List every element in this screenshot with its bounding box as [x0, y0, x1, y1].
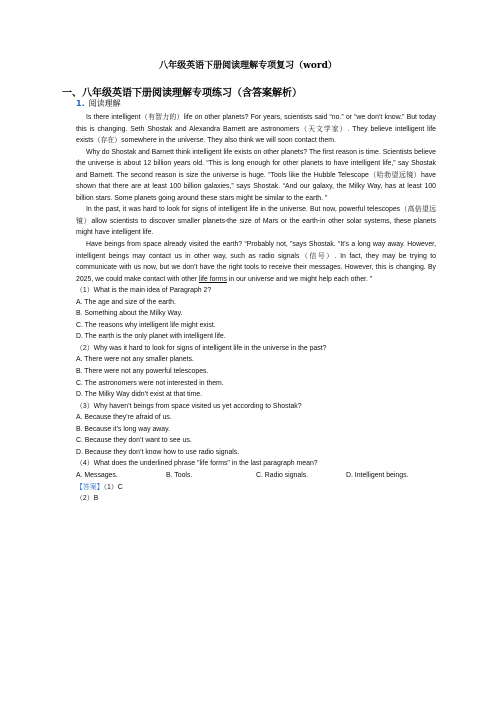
question-option: A. The age and size of the earth.	[76, 298, 176, 306]
answer-line: （2）B	[76, 495, 99, 503]
question-option: C. The astronomers were not interested in them.	[76, 379, 224, 387]
paragraph-last-after: in our universe and we might help each other. ”	[226, 275, 373, 283]
paragraph: Is there intelligent（有智力的）life on other planets? For years, scientists said “no.” or “we don’t know.” But today this is changing. Seth Shostak and Alexandra Barnett are astronomers（天文学家）. They believe intelligent life exists（存在）somewhere in the universe. They also think we will soon contact them.	[76, 114, 436, 145]
question-option: A. There were not any smaller planets.	[76, 356, 194, 364]
question-option: C. The reasons why intelligent life might exist.	[76, 321, 216, 329]
question-option: B. There were not any powerful telescopes.	[76, 368, 209, 376]
paragraph: In the past, it was hard to look for signs of intelligent life in the universe. But now, powerful telescopes（高倍望远镜）allow scientists to discover smaller planets-the size of Mars or the earth-in other solar systems, these planets might have intelligent life.	[76, 206, 436, 237]
question-stem: （3）Why haven’t beings from space visited us yet according to Shostak?	[76, 402, 302, 410]
sub-heading-number: 1.	[76, 99, 85, 108]
paragraph-last	[76, 239, 436, 285]
reading-body	[76, 112, 436, 505]
paragraph: Why do Shostak and Barnett think intelligent life exists on other planets? The first reason is time. Scientists believe the universe is about 12 billion years old. “This is long enough for other planets to have intelligent life,” say Shostak and Barnett. The second reason is size the universe is huge. “Tools like the Hubble Telescope（哈勃望远镜）have shown that there are at least 100 billion galaxies,” says Shostak. “And our galaxy, the Milky Way, has at least 100 billion stars. Some planets going around these stars might be similar to the earth. ”	[76, 148, 436, 202]
question-option: A. Messages.	[76, 471, 118, 479]
underlined-phrase: life forms	[198, 275, 227, 283]
sub-heading	[76, 98, 121, 109]
question-option: C. Radio signals.	[256, 471, 309, 479]
question-stem: （2）Why was it hard to look for signs of intelligent life in the universe in the past?	[76, 344, 327, 352]
section-heading: 一、八年级英语下册阅读理解专项练习（含答案解析）	[62, 88, 302, 99]
question-option: B. Tools.	[166, 471, 193, 479]
question-option: A. Because they’re afraid of us.	[76, 414, 172, 422]
question-option: B. Because it’s long way away.	[76, 425, 170, 433]
answer-value: （1）C	[103, 483, 123, 491]
question-options-row	[76, 470, 436, 482]
question-option: B. Something about the Milky Way.	[76, 310, 183, 318]
question-option: D. The Milky Way didn’t exist at that time.	[76, 391, 202, 399]
sub-heading-text: 阅读理解	[88, 99, 121, 108]
question-option: C. Because they don’t want to see us.	[76, 437, 192, 445]
question-stem: （1）What is the main idea of Paragraph 2?	[76, 287, 212, 295]
document-title: 八年级英语下册阅读理解专项复习（word）	[159, 61, 337, 71]
paragraph-last-before: Have beings from space already visited the earth? “Probably not, ”says Shostak. “It’s a long way away. However, intelligent beings may contact us in other way, such as radio signals（信号）. In fact, they may be trying to communicate with us now, but we don’t have the right tools to receive their messages. However, this is changing. By 2025, we could make contact with other	[76, 241, 436, 283]
answer-line	[76, 482, 436, 494]
question-stem: （4）What does the underlined phrase "life forms" in the last paragraph mean?	[76, 460, 318, 468]
question-option: D. The earth is the only planet with intelligent life.	[76, 333, 226, 341]
question-option: D. Because they don’t know how to use radio signals.	[76, 448, 240, 456]
question-option: D. Intelligent beings.	[346, 471, 409, 479]
answer-tag: 【答案】	[76, 483, 104, 491]
